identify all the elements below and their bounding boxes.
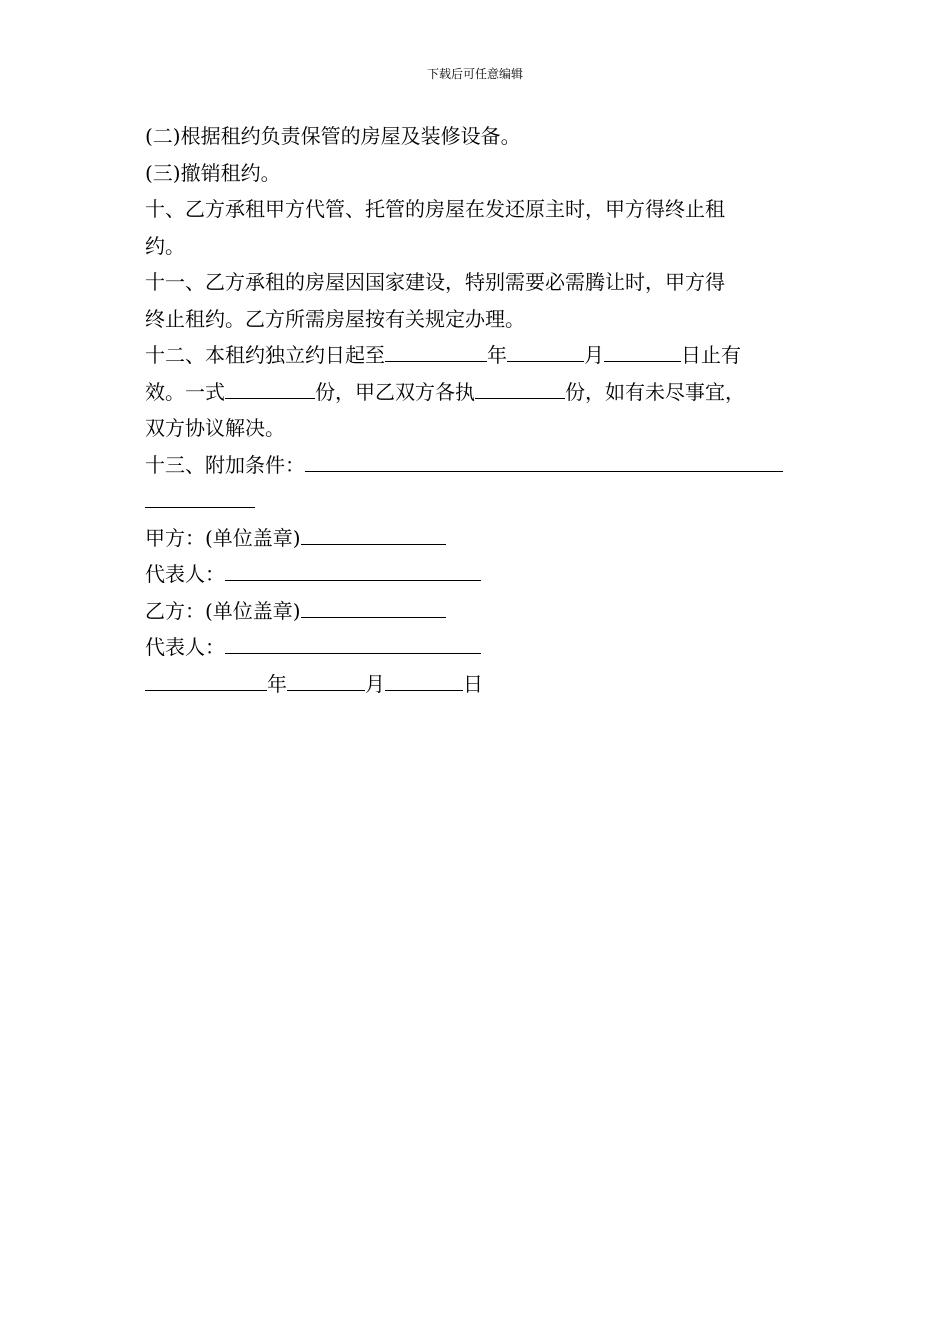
clause-10-line-2: 约。 (145, 233, 185, 258)
party-b-label: 乙方：(单位盖章) (145, 598, 301, 623)
clause-12-text-g: 份，如有未尽事宜， (565, 379, 745, 404)
party-a-seal-blank[interactable] (301, 520, 446, 545)
start-year-blank[interactable] (385, 337, 487, 362)
rep-a-label: 代表人： (145, 562, 225, 586)
clause-12-text-e: 效。一式 (145, 379, 225, 404)
start-month-blank[interactable] (507, 337, 584, 362)
additional-terms-blank-2[interactable] (145, 483, 255, 508)
clause-13-line-1 (145, 447, 810, 484)
sign-year-blank[interactable] (145, 666, 267, 691)
rep-b-label: 代表人： (145, 635, 225, 659)
document-body (145, 118, 810, 702)
clause-12-text-d: 日止有 (681, 343, 741, 367)
rep-b-blank[interactable] (225, 629, 481, 654)
clause-12-line-1 (145, 337, 810, 374)
party-a-line (145, 520, 810, 557)
rep-a-blank[interactable] (225, 556, 481, 581)
copies-total-blank[interactable] (225, 374, 315, 399)
clause-10-line-1: 十、乙方承租甲方代管、托管的房屋在发还原主时，甲方得终止租 (145, 197, 725, 221)
sign-day-blank[interactable] (385, 666, 463, 691)
party-b-line (145, 593, 810, 630)
clause-9-item-3: (三)撤销租约。 (145, 160, 281, 185)
clause-11-line-1: 十一、乙方承租的房屋因国家建设，特别需要必需腾让时，甲方得 (145, 270, 725, 294)
start-day-blank[interactable] (604, 337, 681, 362)
clause-9-item-2: (二)根据租约负责保管的房屋及装修设备。 (145, 124, 521, 148)
clause-12-text-c: 月 (584, 343, 604, 367)
clause-12-text-b: 年 (487, 343, 507, 367)
clause-13-label: 十三、附加条件： (145, 452, 305, 477)
additional-terms-blank-1[interactable] (305, 447, 783, 472)
rep-a-line (145, 556, 810, 593)
rep-b-line (145, 629, 810, 666)
copies-each-blank[interactable] (475, 374, 565, 399)
sign-year-label: 年 (267, 671, 287, 696)
clause-12-line-2 (145, 374, 810, 411)
clause-12-line-3: 双方协议解决。 (145, 416, 285, 440)
party-a-label: 甲方：(单位盖章) (145, 525, 301, 550)
page-header: 下载后可任意编辑 (426, 67, 523, 81)
clause-11-line-2: 终止租约。乙方所需房屋按有关规定办理。 (145, 306, 525, 331)
sign-month-blank[interactable] (287, 666, 365, 691)
clause-12-text-a: 十二、本租约独立约日起至 (145, 343, 385, 367)
sign-date-line (145, 666, 810, 703)
clause-13-line-2 (145, 483, 810, 520)
clause-12-text-f: 份，甲乙双方各执 (315, 379, 475, 404)
party-b-seal-blank[interactable] (301, 593, 446, 618)
sign-month-label: 月 (365, 671, 385, 696)
sign-day-label: 日 (463, 671, 483, 696)
